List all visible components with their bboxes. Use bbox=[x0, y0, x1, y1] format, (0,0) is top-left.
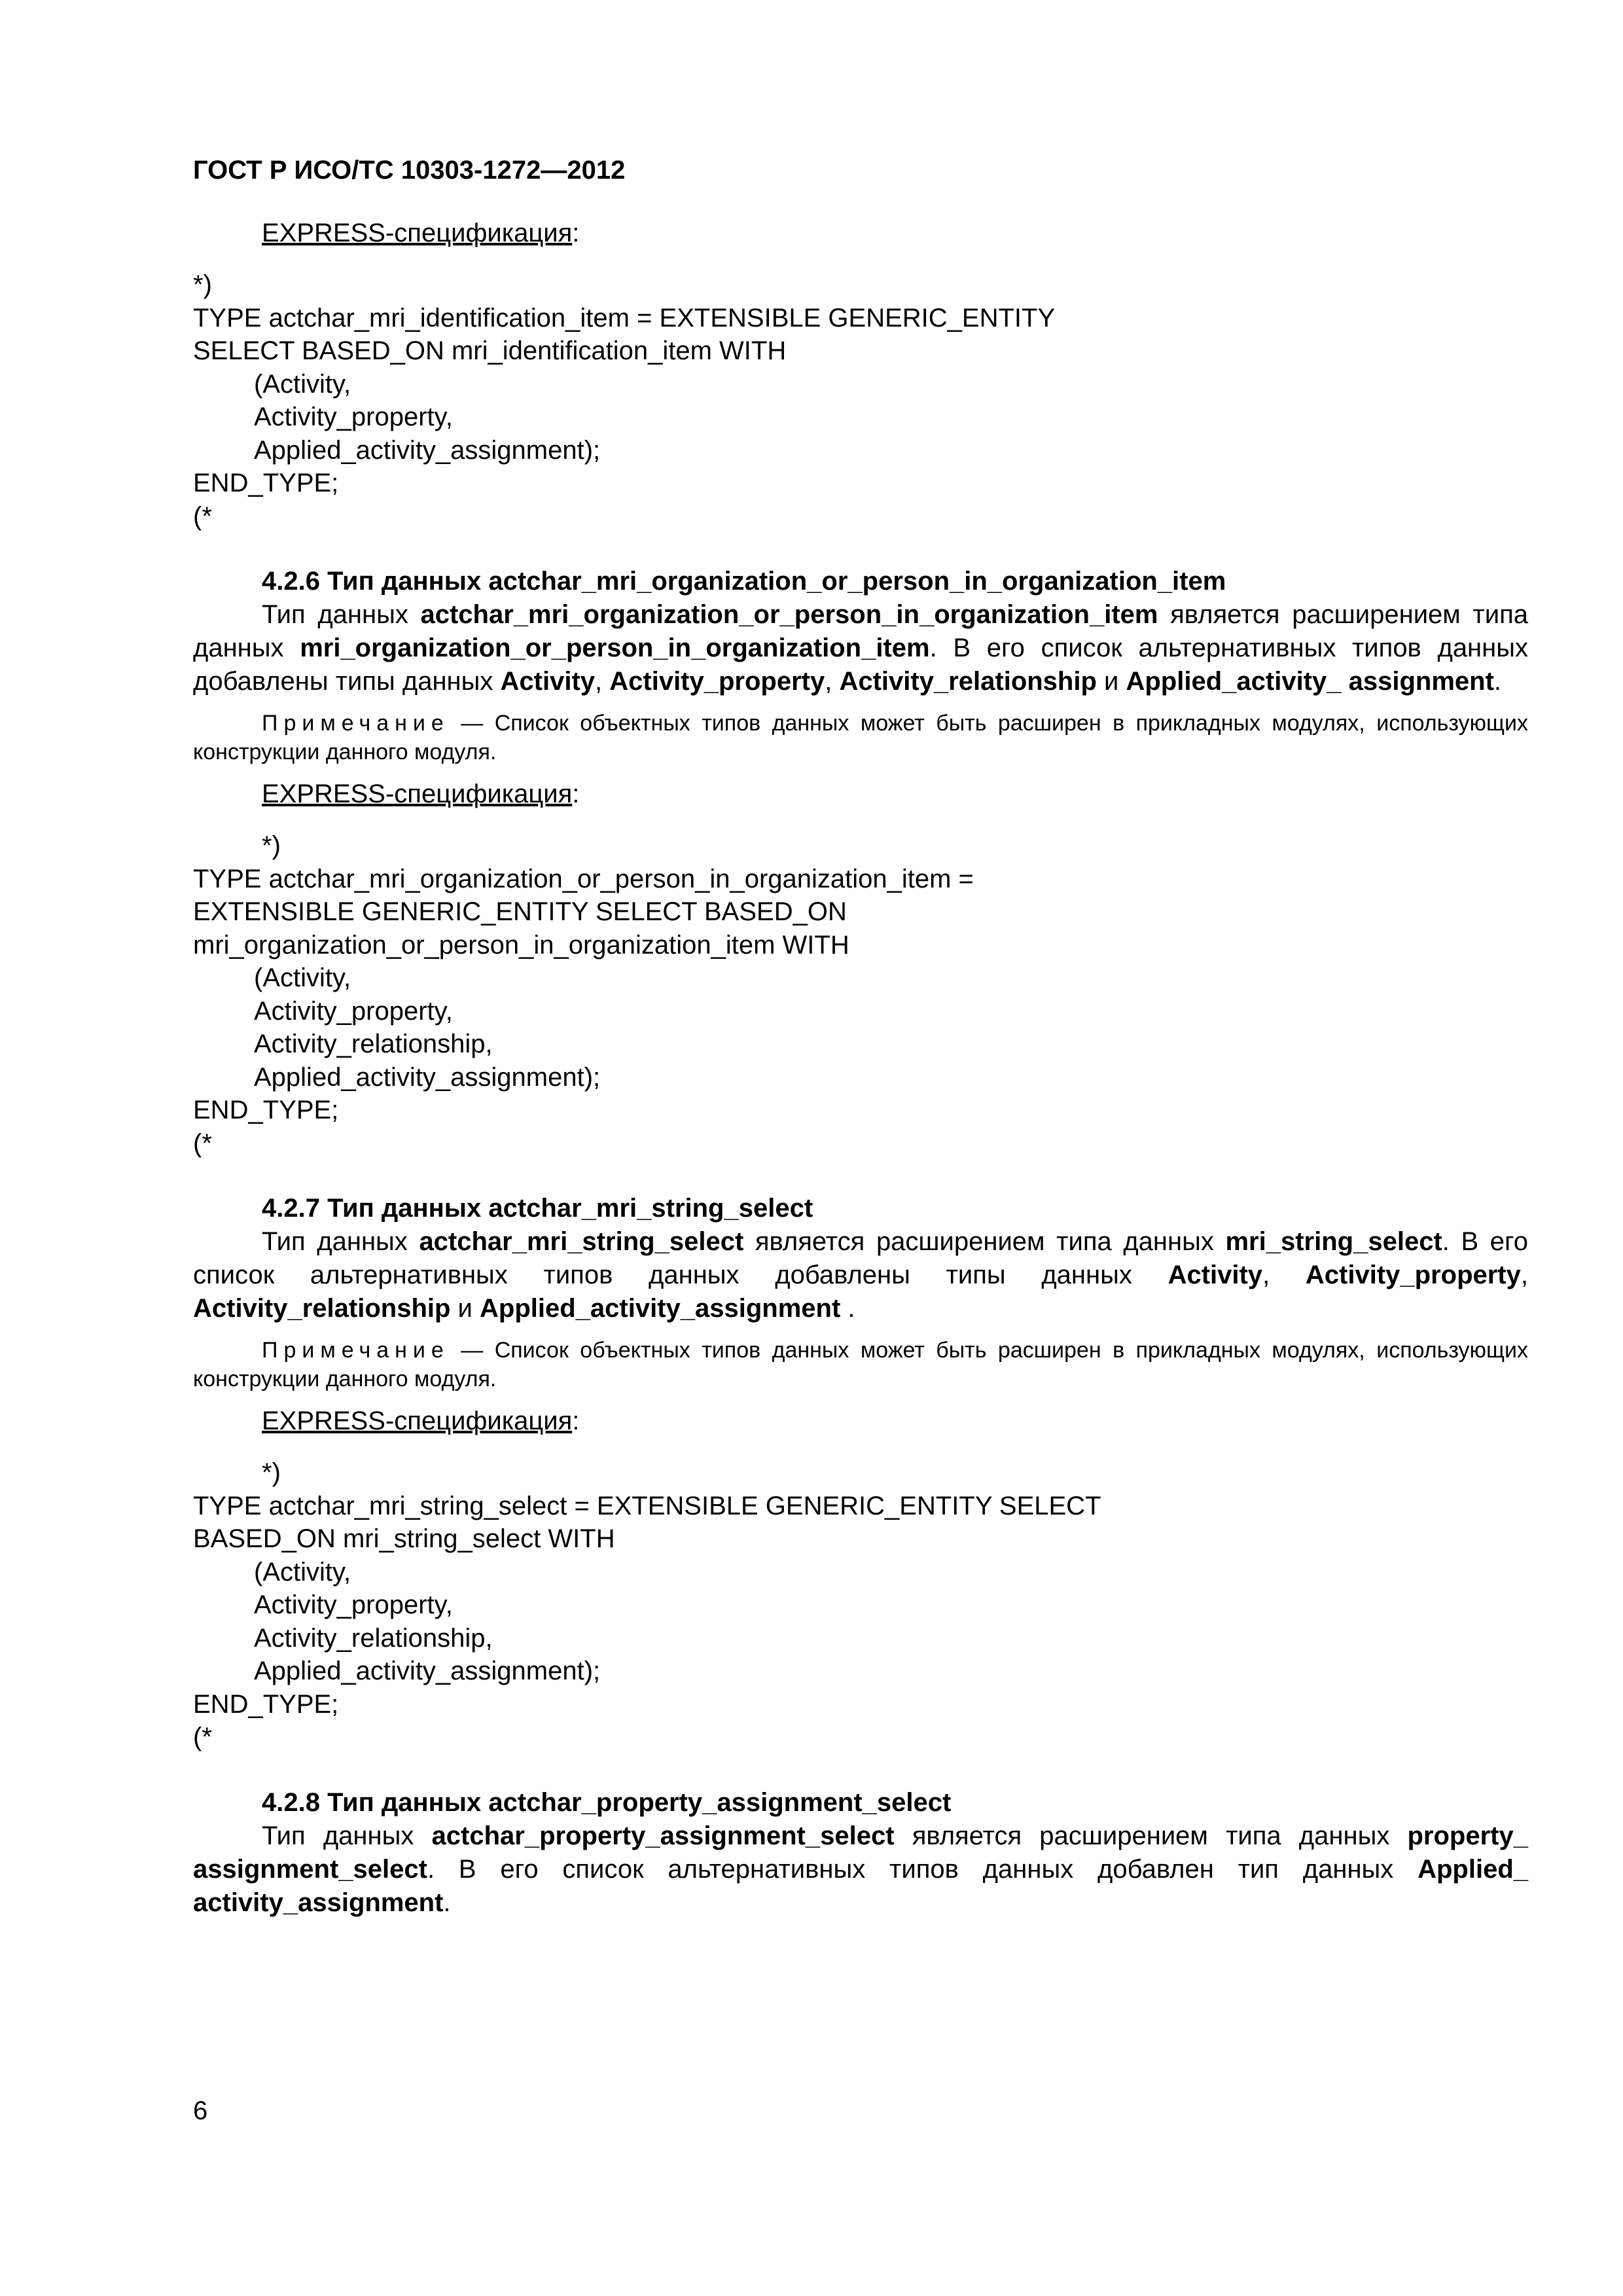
text: , bbox=[595, 667, 610, 696]
bold-term: Activity_property bbox=[1305, 1261, 1521, 1289]
express-spec-label-1 bbox=[193, 216, 1528, 250]
text: . В его список альтернативных типов данных добавлен тип данных bbox=[427, 1854, 1418, 1884]
text: является расширением типа данных bbox=[193, 600, 1529, 662]
note-text: — Список объектных типов данных может быть расширен в прикладных модулях, использующих конструкции данного модуля. bbox=[193, 711, 1528, 764]
code-line: (* bbox=[193, 501, 212, 531]
bold-term: Applied_activity_assignment bbox=[480, 1294, 841, 1323]
code-line: Activity_relationship, bbox=[254, 1623, 493, 1653]
text: . bbox=[1493, 667, 1502, 696]
text: , bbox=[1520, 1261, 1528, 1289]
code-line: mri_organization_or_person_in_organization_item WITH bbox=[193, 930, 849, 960]
bold-term: Activity_relationship bbox=[193, 1294, 451, 1323]
note-4-2-7 bbox=[193, 1336, 1528, 1393]
note-4-2-6 bbox=[193, 709, 1528, 766]
code-line: Applied_activity_assignment); bbox=[254, 435, 601, 465]
code-block-3 bbox=[193, 1456, 1528, 1754]
text: и bbox=[1096, 667, 1126, 696]
code-line: END_TYPE; bbox=[193, 1689, 339, 1719]
section-paragraph-4-2-8 bbox=[193, 1820, 1528, 1920]
text: . bbox=[840, 1294, 855, 1323]
code-line: (* bbox=[193, 1723, 212, 1751]
code-line: *) bbox=[262, 1458, 281, 1487]
text: . В его список альтернативных типов данных добавлены типы данных bbox=[193, 1227, 1528, 1289]
express-spec-label-3 bbox=[193, 1404, 1528, 1438]
note-text: — Список объектных типов данных может быть расширен в прикладных модулях, использующих конструкции данного модуля. bbox=[193, 1338, 1528, 1391]
bold-term: Activity_property bbox=[609, 667, 825, 696]
bold-term: Applied_ activity_assignment bbox=[193, 1854, 1528, 1917]
code-line: TYPE actchar_mri_organization_or_person_in_organization_item = bbox=[193, 864, 974, 893]
express-spec-label-2 bbox=[193, 777, 1528, 811]
code-line: SELECT BASED_ON mri_identification_item WITH bbox=[193, 336, 787, 365]
express-spec-link-1: EXPRESS-спецификация bbox=[262, 219, 573, 247]
text: Тип данных bbox=[262, 600, 421, 629]
code-line: TYPE actchar_mri_identification_item = EXTENSIBLE GENERIC_ENTITY bbox=[193, 303, 1056, 332]
code-line: Activity_property, bbox=[254, 403, 453, 431]
text: является расширением типа данных bbox=[743, 1227, 1226, 1256]
section-heading-4-2-7: 4.2.7 Тип данных actchar_mri_string_select bbox=[262, 1194, 813, 1223]
document-header: ГОСТ Р ИСО/ТС 10303-1272—2012 bbox=[193, 156, 626, 185]
text: , bbox=[825, 667, 840, 696]
code-line: (Activity, bbox=[254, 1557, 351, 1587]
spec-colon: : bbox=[572, 780, 580, 808]
bold-term: Applied_activity_ assignment bbox=[1126, 667, 1494, 696]
code-block-2 bbox=[193, 829, 1528, 1160]
text: Тип данных bbox=[262, 1227, 419, 1256]
code-line: Activity_property, bbox=[254, 1590, 453, 1619]
express-spec-link-2: EXPRESS-спецификация bbox=[262, 780, 573, 808]
text: Тип данных bbox=[262, 1821, 432, 1850]
code-line: *) bbox=[262, 831, 281, 860]
code-line: (Activity, bbox=[254, 963, 351, 992]
code-line: EXTENSIBLE GENERIC_ENTITY SELECT BASED_ON bbox=[193, 897, 847, 926]
text: и bbox=[450, 1294, 480, 1323]
express-spec-link-3: EXPRESS-спецификация bbox=[262, 1407, 573, 1435]
bold-term: actchar_mri_organization_or_person_in_organization_item bbox=[420, 600, 1158, 629]
document-page bbox=[193, 151, 1528, 1920]
text: . В его список альтернативных типов данных добавлены типы данных bbox=[193, 634, 1528, 696]
spec-colon: : bbox=[572, 219, 580, 247]
code-line: END_TYPE; bbox=[193, 1096, 339, 1124]
bold-term: actchar_property_assignment_select bbox=[431, 1821, 895, 1850]
code-line: Applied_activity_assignment); bbox=[254, 1062, 601, 1092]
section-heading-4-2-6: 4.2.6 Тип данных actchar_mri_organization_or_person_in_organization_item bbox=[262, 567, 1226, 596]
spec-colon: : bbox=[572, 1407, 580, 1435]
code-line: Activity_property, bbox=[254, 996, 453, 1026]
note-label: Примечание bbox=[262, 1338, 450, 1363]
page-number: 6 bbox=[193, 2096, 208, 2125]
code-line: Activity_relationship, bbox=[254, 1030, 493, 1058]
code-line: *) bbox=[193, 270, 212, 299]
section-paragraph-4-2-7 bbox=[193, 1225, 1528, 1325]
code-line: (Activity, bbox=[254, 369, 351, 399]
text: , bbox=[1262, 1261, 1306, 1289]
section-heading-4-2-8: 4.2.8 Тип данных actchar_property_assignment_select bbox=[262, 1787, 952, 1817]
bold-term: mri_string_select bbox=[1225, 1227, 1442, 1256]
code-line: END_TYPE; bbox=[193, 469, 339, 497]
code-block-1 bbox=[193, 268, 1528, 533]
text: является расширением типа данных bbox=[894, 1821, 1408, 1850]
bold-term: property_ assignment_select bbox=[193, 1821, 1528, 1884]
bold-term: Activity_relationship bbox=[839, 667, 1097, 696]
section-paragraph-4-2-6 bbox=[193, 598, 1528, 698]
code-line: (* bbox=[193, 1128, 212, 1158]
bold-term: mri_organization_or_person_in_organization_item bbox=[300, 634, 930, 662]
code-line: Applied_activity_assignment); bbox=[254, 1657, 601, 1685]
bold-term: Activity bbox=[1168, 1261, 1263, 1289]
note-label: Примечание bbox=[262, 711, 450, 736]
bold-term: Activity bbox=[500, 667, 596, 696]
code-line: TYPE actchar_mri_string_select = EXTENSIBLE GENERIC_ENTITY SELECT bbox=[193, 1491, 1101, 1520]
text: . bbox=[443, 1888, 451, 1917]
code-line: BASED_ON mri_string_select WITH bbox=[193, 1524, 615, 1553]
bold-term: actchar_mri_string_select bbox=[419, 1227, 744, 1256]
